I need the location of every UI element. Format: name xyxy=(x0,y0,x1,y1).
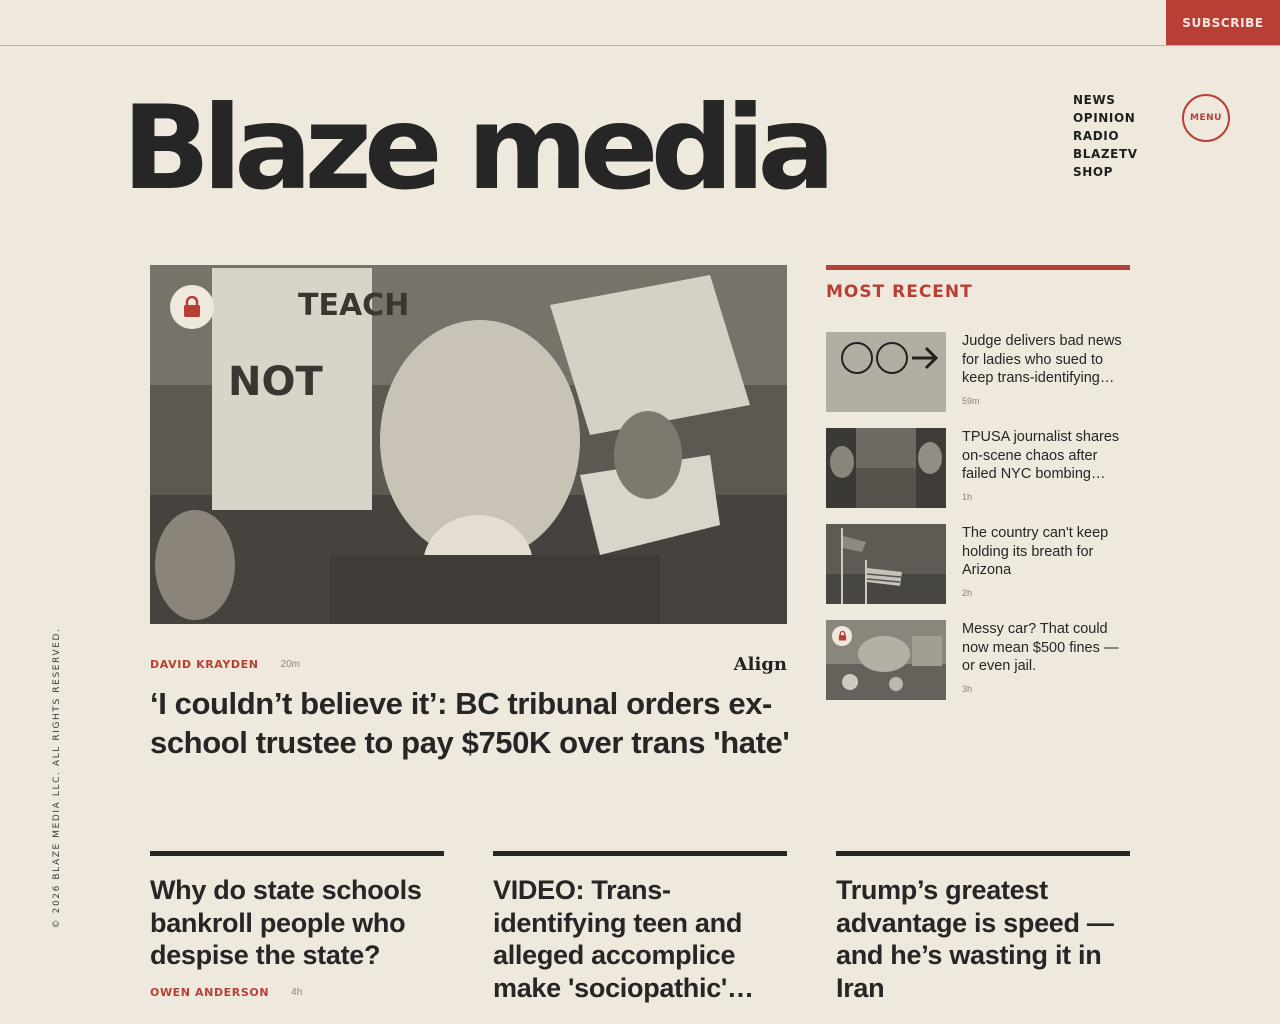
hero-title[interactable]: ‘I couldn’t believe it’: BC tribunal orders ex-school trustee to pay $750K over trans 'hate' xyxy=(150,686,790,760)
recent-time: 59m xyxy=(962,395,980,406)
lock-badge xyxy=(832,626,852,646)
recent-item[interactable] xyxy=(826,524,1130,604)
menu-button[interactable]: MENU xyxy=(1182,94,1230,142)
most-recent-title: MOST RECENT xyxy=(826,282,973,302)
recent-time: 2h xyxy=(962,587,973,598)
section-tag[interactable]: Align xyxy=(733,653,787,675)
most-recent-rule xyxy=(826,265,1130,270)
recent-thumb xyxy=(826,524,946,604)
lock-icon xyxy=(838,631,847,641)
nav-item-radio[interactable]: RADIO xyxy=(1073,129,1120,143)
copyright: © 2026 BLAZE MEDIA LLC. ALL RIGHTS RESERVED. xyxy=(52,627,62,929)
nav-item-blazetv[interactable]: BLAZETV xyxy=(1073,147,1138,161)
svg-text:NOT: NOT xyxy=(228,359,323,405)
card-rule xyxy=(493,851,787,856)
nav-item-opinion[interactable]: OPINION xyxy=(1073,111,1136,125)
recent-item[interactable] xyxy=(826,620,1130,700)
hero-time: 20m xyxy=(280,658,300,670)
card-title[interactable]: Why do state schools bankroll people who despise the state? xyxy=(150,875,422,970)
site-logo[interactable] xyxy=(122,80,828,216)
recent-time: 1h xyxy=(962,491,973,502)
svg-text:TEACH: TEACH xyxy=(298,288,410,323)
nav-item-shop[interactable]: SHOP xyxy=(1073,165,1114,179)
most-recent xyxy=(826,265,1130,700)
story-card[interactable] xyxy=(150,851,444,999)
main-nav xyxy=(1073,92,1138,180)
recent-item[interactable] xyxy=(826,428,1130,508)
story-card[interactable] xyxy=(493,851,787,1004)
recent-headline: TPUSA journalist shares on-scene chaos after failed NYC bombing xyxy=(962,429,1120,482)
recent-headline: Messy car? That could now mean $500 fines — or even jail. xyxy=(962,621,1119,674)
card-meta xyxy=(150,986,444,999)
nav-item-news[interactable]: NEWS xyxy=(1073,93,1116,107)
crowd-photo xyxy=(826,428,946,508)
restroom-photo xyxy=(826,332,946,412)
card-author[interactable]: OWEN ANDERSON xyxy=(150,985,270,999)
recent-headline: The country can't keep holding its breath for Arizona xyxy=(962,525,1109,578)
flags-photo xyxy=(826,524,946,604)
card-rule xyxy=(150,851,444,856)
subscribe-button[interactable]: SUBSCRIBE xyxy=(1166,0,1280,45)
recent-thumb xyxy=(826,332,946,412)
recent-headline: Judge delivers bad news for ladies who sued to keep trans-identifying xyxy=(962,333,1122,386)
recent-thumb xyxy=(826,428,946,508)
hero-image[interactable] xyxy=(150,265,787,624)
recent-thumb xyxy=(826,620,946,700)
card-title[interactable]: VIDEO: Trans-identifying teen and alleged accomplice make 'sociopathic' xyxy=(493,875,743,1003)
logo-text: Blaze media xyxy=(122,80,828,216)
recent-item[interactable] xyxy=(826,332,1130,412)
recent-time: 3h xyxy=(962,683,973,694)
story-card[interactable] xyxy=(836,851,1130,1004)
card-time: 4h xyxy=(291,986,303,998)
top-bar xyxy=(0,0,1280,46)
hero-author[interactable]: DAVID KRAYDEN xyxy=(150,657,259,671)
hero-meta xyxy=(150,652,787,676)
hero-photo xyxy=(150,265,787,624)
lock-icon xyxy=(182,296,202,318)
card-title[interactable]: Trump’s greatest advantage is speed — and he’s wasting it in Iran xyxy=(836,875,1114,1003)
card-rule xyxy=(836,851,1130,856)
lock-badge xyxy=(170,285,214,329)
